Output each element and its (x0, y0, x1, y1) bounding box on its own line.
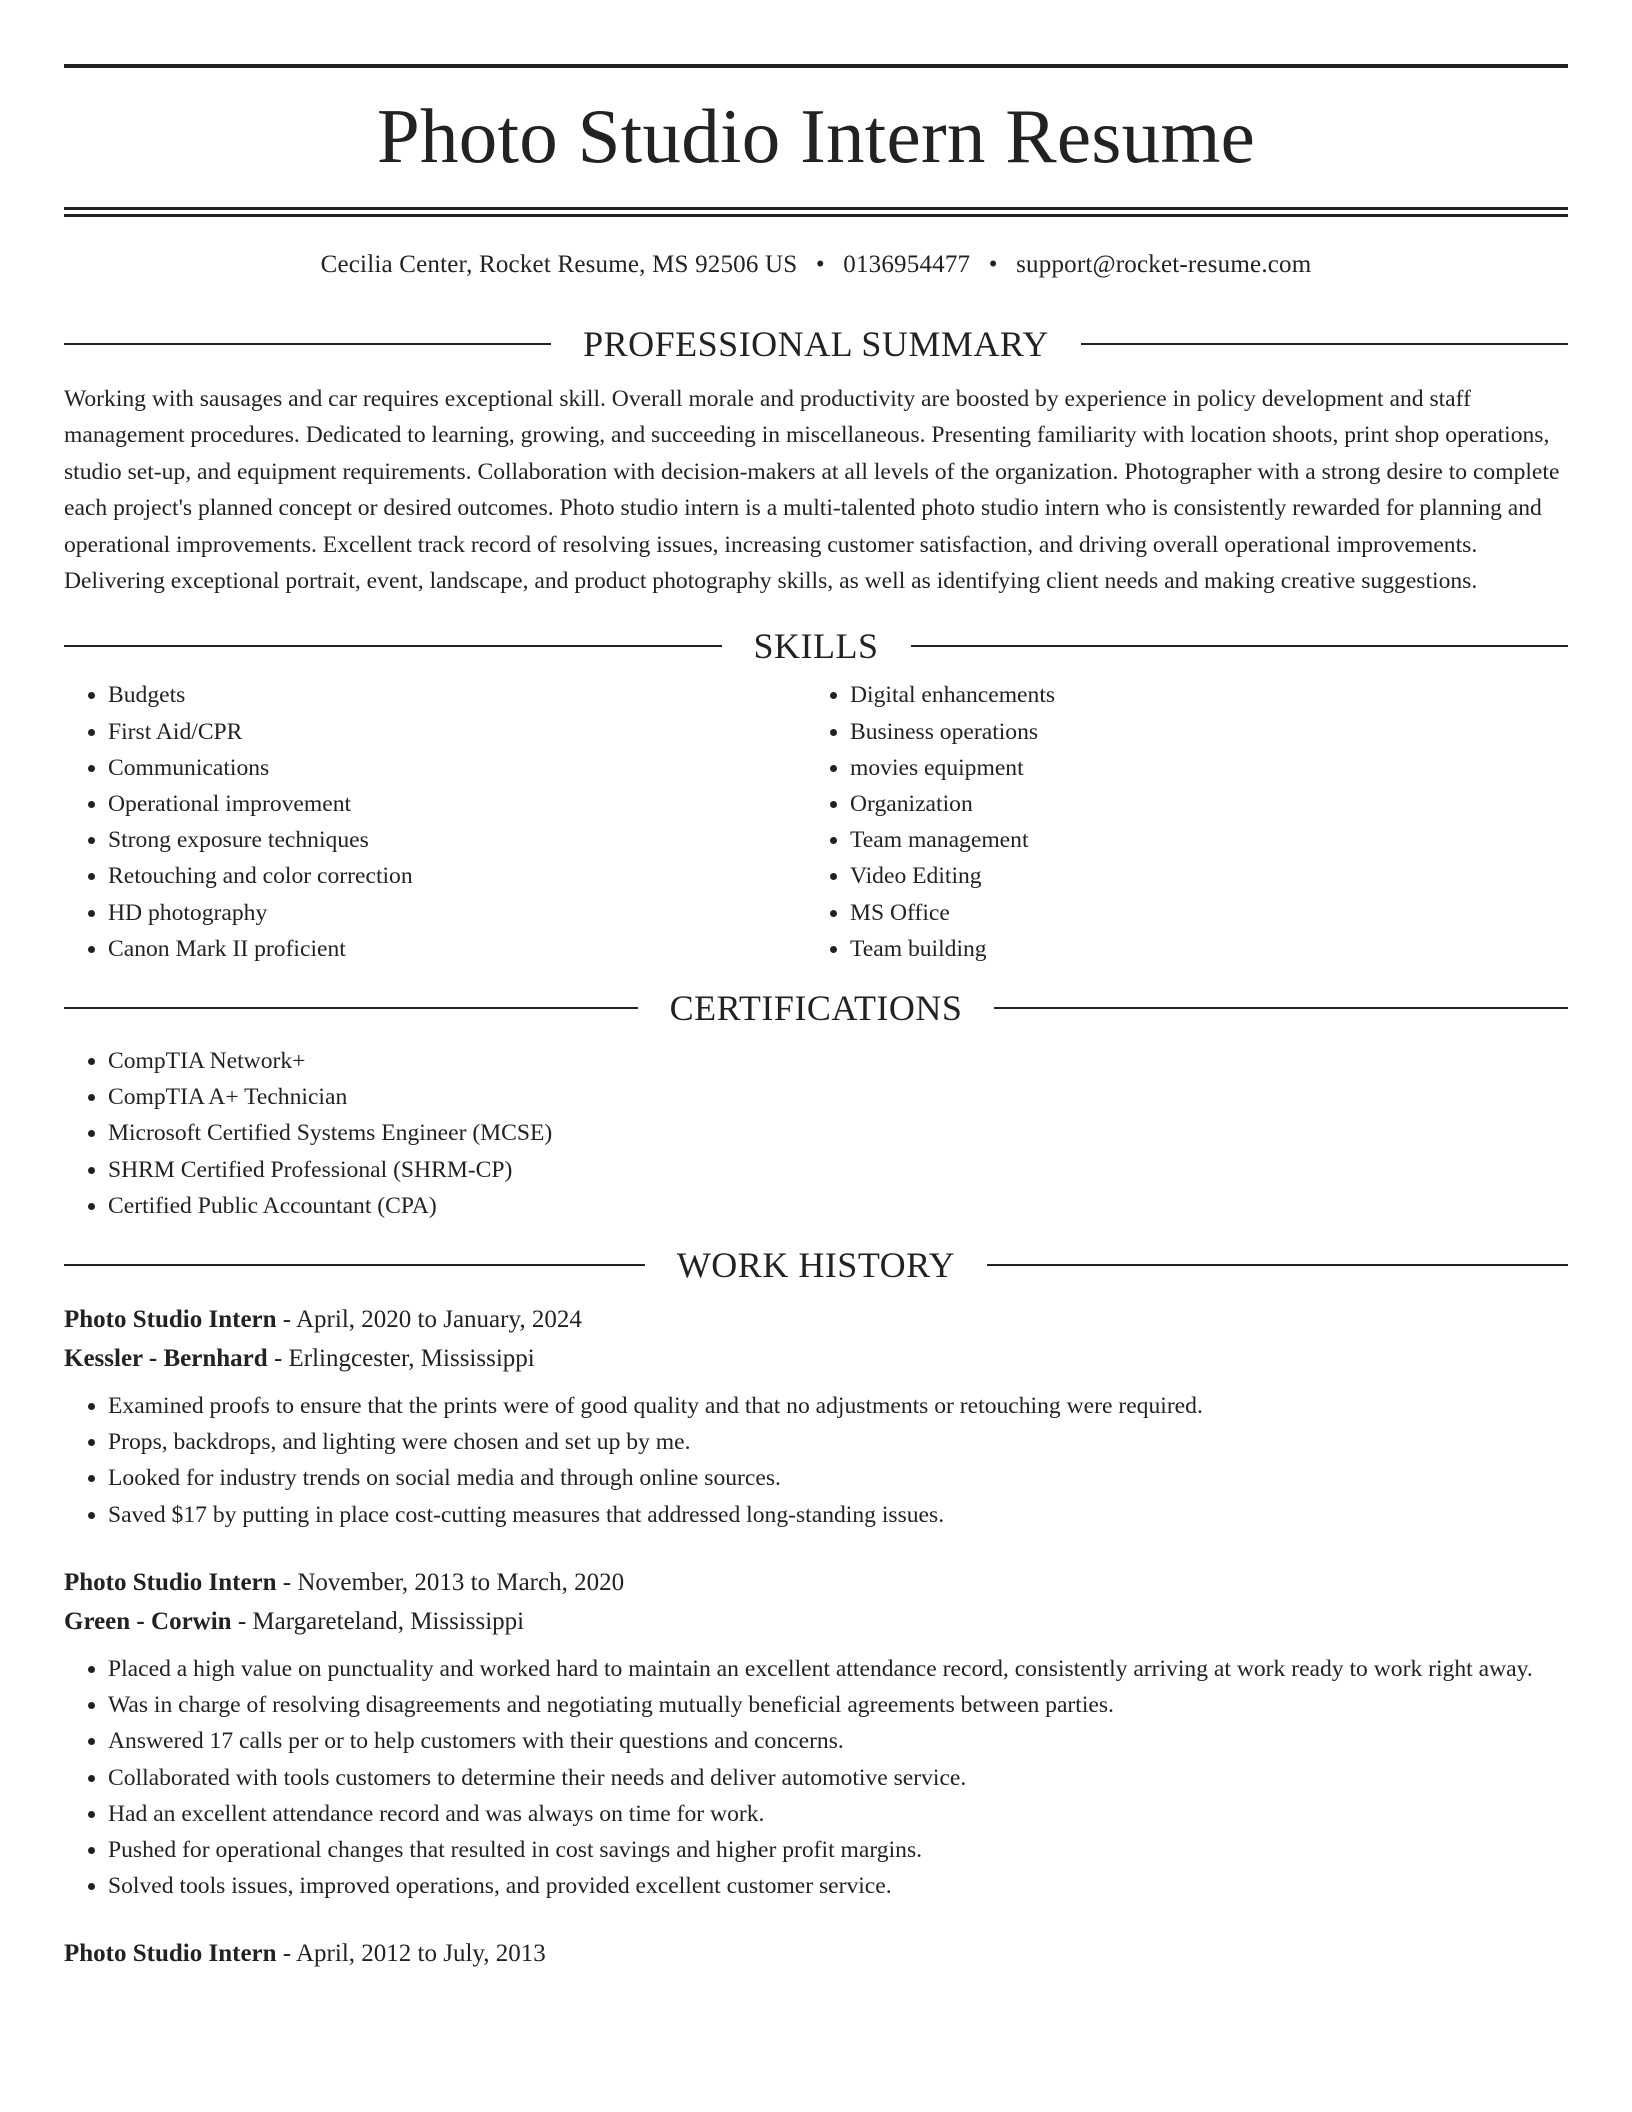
contact-line (64, 251, 1568, 279)
job-entry (64, 1563, 1568, 1904)
job-bullet: • Examined proofs to ensure that the prints were of good quality and that no adjustments or retouching were required. (108, 1388, 1568, 1424)
skill-item: • Retouching and color correction (108, 858, 806, 894)
job-bullet: • Was in charge of resolving disagreements and negotiating mutually beneficial agreements between parties. (108, 1687, 1568, 1723)
job-dates: - April, 2020 to January, 2024 (276, 1306, 582, 1334)
job-company-line (64, 1339, 1568, 1378)
job-dates: - April, 2012 to July, 2013 (276, 1940, 546, 1968)
summary-heading: PROFESSIONAL SUMMARY (583, 324, 1049, 364)
job-title-line (64, 1934, 1568, 1973)
top-rule (64, 64, 1568, 68)
certifications-section-heading (64, 987, 1568, 1029)
contact-address: Cecilia Center, Rocket Resume, MS 92506 US (320, 251, 798, 278)
job-dates: - November, 2013 to March, 2020 (276, 1568, 625, 1596)
skill-item: • Operational improvement (108, 786, 806, 822)
job-title: Photo Studio Intern (64, 1306, 277, 1334)
page-title: Photo Studio Intern Resume (376, 93, 1256, 179)
skill-item: • MS Office (850, 895, 1548, 931)
certifications-heading: CERTIFICATIONS (669, 988, 963, 1029)
heading-rule-left (64, 343, 551, 345)
job-company-line (64, 1602, 1568, 1641)
job-company: Green - Corwin (64, 1607, 232, 1635)
contact-separator: • (815, 251, 825, 278)
skill-item: • Video Editing (850, 858, 1548, 894)
skill-item: • Team management (850, 822, 1548, 858)
skill-item: • Digital enhancements (850, 677, 1548, 713)
skill-item: • Canon Mark II proficient (108, 931, 806, 967)
skills-heading: SKILLS (753, 626, 879, 667)
work-history-section-heading (64, 1244, 1568, 1286)
summary-text: Working with sausages and car requires exceptional skill. Overall morale and productivity are boosted by experience in policy development and staff management procedures. Dedicated to learning, growing, and succeeding in miscellaneous. Presenting familiarity with location shoots, print shop operations, studio set-up, and equipment requirements. Collaboration with decision-makers at all levels of the organization. Photographer with a strong desire to complete each project's planned concept or desired outcomes. Photo studio intern is a multi-talented photo studio intern who is consistently rewarded for planning and operational improvements. Excellent track record of resolving issues, increasing customer satisfaction, and driving overall operational improvements. Delivering exceptional portrait, event, landscape, and product photography skills, as well as identifying client needs and making creative suggestions. (64, 386, 1560, 595)
job-bullet: • Looked for industry trends on social media and through online sources. (108, 1460, 1568, 1496)
job-bullet: • Props, backdrops, and lighting were chosen and set up by me. (108, 1424, 1568, 1460)
job-bullet: • Saved $17 by putting in place cost-cutting measures that addressed long-standing issues. (108, 1497, 1568, 1533)
contact-separator: • (988, 251, 998, 278)
contact-email: support@rocket-resume.com (1016, 251, 1312, 278)
job-title: Photo Studio Intern (64, 1940, 277, 1968)
certifications-list (64, 1043, 1568, 1224)
job-bullet: • Had an excellent attendance record and was always on time for work. (108, 1796, 1568, 1832)
heading-rule-right (911, 645, 1569, 647)
skill-item: • Communications (108, 750, 806, 786)
skill-item: • movies equipment (850, 750, 1548, 786)
work-history-heading: WORK HISTORY (676, 1245, 956, 1286)
heading-rule-left (64, 645, 722, 647)
summary-section-heading (64, 323, 1568, 365)
job-entry (64, 1934, 1568, 1973)
title-double-rule (64, 207, 1568, 217)
skills-column-left (64, 677, 806, 967)
skill-item: • Budgets (108, 677, 806, 713)
job-bullets (64, 1651, 1568, 1904)
job-bullet: • Collaborated with tools customers to determine their needs and deliver automotive service. (108, 1760, 1568, 1796)
heading-rule-right (994, 1007, 1568, 1009)
job-location: - Margareteland, Mississippi (231, 1607, 525, 1635)
skills-list (64, 677, 1568, 967)
skills-section-heading (64, 625, 1568, 667)
certification-item: • Certified Public Accountant (CPA) (108, 1188, 1568, 1224)
job-bullets (64, 1388, 1568, 1533)
skill-item: • HD photography (108, 895, 806, 931)
job-title-line (64, 1300, 1568, 1339)
certification-item: • SHRM Certified Professional (SHRM-CP) (108, 1152, 1568, 1188)
certification-item: • CompTIA Network+ (108, 1043, 1568, 1079)
skill-item: • Team building (850, 931, 1548, 967)
skills-column-right (806, 677, 1548, 967)
job-location: - Erlingcester, Mississippi (267, 1345, 535, 1373)
job-bullet: • Pushed for operational changes that resulted in cost savings and higher profit margins. (108, 1832, 1568, 1868)
job-bullet: • Placed a high value on punctuality and worked hard to maintain an excellent attendance record, consistently arriving at work ready to work right away. (108, 1651, 1568, 1687)
certification-item: • CompTIA A+ Technician (108, 1079, 1568, 1115)
heading-rule-left (64, 1007, 638, 1009)
skill-item: • First Aid/CPR (108, 714, 806, 750)
skill-item: • Organization (850, 786, 1548, 822)
job-title-line (64, 1563, 1568, 1602)
contact-phone: 0136954477 (843, 251, 971, 278)
job-bullet: • Answered 17 calls per or to help customers with their questions and concerns. (108, 1723, 1568, 1759)
heading-rule-left (64, 1264, 645, 1266)
heading-rule-right (987, 1264, 1568, 1266)
job-entry (64, 1300, 1568, 1533)
job-company: Kessler - Bernhard (64, 1345, 268, 1373)
certification-item: • Microsoft Certified Systems Engineer (MCSE) (108, 1115, 1568, 1151)
skill-item: • Strong exposure techniques (108, 822, 806, 858)
skill-item: • Business operations (850, 714, 1548, 750)
job-title: Photo Studio Intern (64, 1568, 277, 1596)
job-bullet: • Solved tools issues, improved operations, and provided excellent customer service. (108, 1868, 1568, 1904)
heading-rule-right (1081, 343, 1568, 345)
